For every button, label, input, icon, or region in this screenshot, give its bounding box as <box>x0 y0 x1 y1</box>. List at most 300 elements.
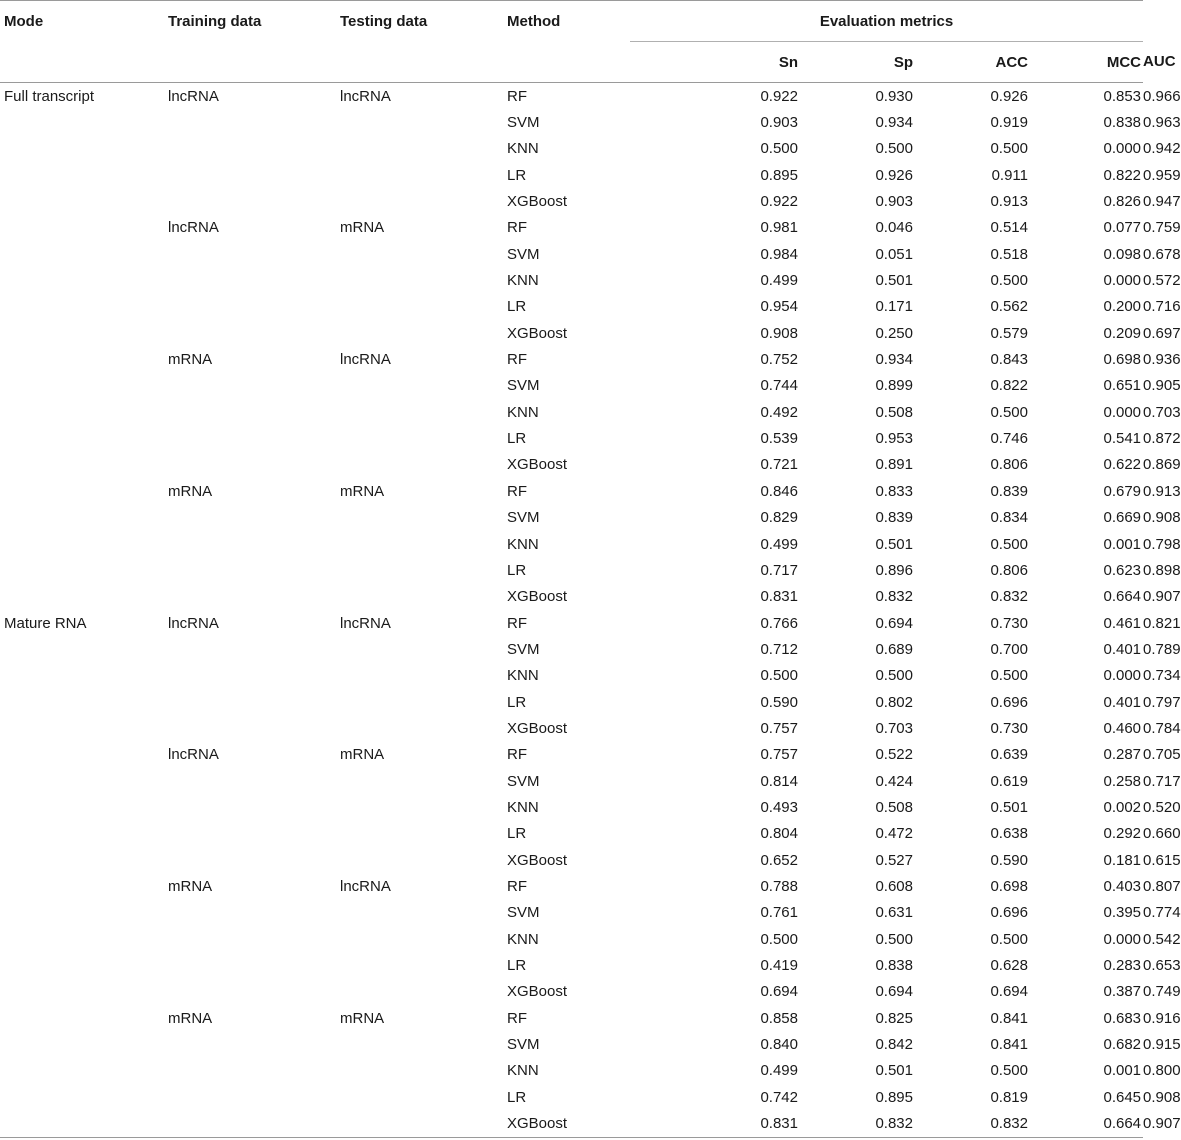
cell-acc: 0.696 <box>990 693 1028 711</box>
cell-sn: 0.539 <box>760 430 798 448</box>
header-training-data: Training data <box>168 1 340 42</box>
cell-mode <box>0 663 168 689</box>
cell-training-data: lncRNA <box>168 87 219 105</box>
cell-mcc: 0.838 <box>1103 114 1142 132</box>
table-row: SVM 0.840 0.842 0.841 0.682 0.915 <box>0 1031 1143 1057</box>
table-row: LR 0.590 0.802 0.696 0.401 0.797 <box>0 689 1143 715</box>
cell-sn: 0.984 <box>760 245 798 263</box>
cell-testing-data <box>340 294 507 320</box>
cell-method: XGBoost <box>507 588 568 606</box>
cell-acc: 0.590 <box>990 851 1028 869</box>
header-spacer <box>168 42 340 83</box>
cell-mode <box>0 399 168 425</box>
cell-sn: 0.766 <box>760 614 798 632</box>
cell-method: SVM <box>507 245 540 263</box>
table-row: KNN 0.500 0.500 0.500 0.000 0.942 <box>0 136 1143 162</box>
cell-mcc: 0.822 <box>1103 166 1142 184</box>
cell-sp: 0.501 <box>875 535 913 553</box>
table-row: mRNA lncRNA RF 0.752 0.934 0.843 0.698 0.936 <box>0 346 1143 372</box>
cell-training-data: lncRNA <box>168 219 219 237</box>
table-row: LR 0.539 0.953 0.746 0.541 0.872 <box>0 425 1143 451</box>
cell-acc: 0.501 <box>990 798 1028 816</box>
cell-acc: 0.834 <box>990 509 1028 527</box>
cell-sp: 0.926 <box>875 166 913 184</box>
cell-mode <box>0 531 168 557</box>
cell-acc: 0.500 <box>990 272 1028 290</box>
cell-testing-data: mRNA <box>340 219 385 237</box>
cell-mcc: 0.401 <box>1103 693 1142 711</box>
cell-training-data <box>168 425 340 451</box>
cell-method: SVM <box>507 114 540 132</box>
table-body <box>0 83 1181 1138</box>
cell-method: SVM <box>507 772 540 790</box>
cell-training-data <box>168 531 340 557</box>
cell-testing-data <box>340 267 507 293</box>
cell-acc: 0.639 <box>990 746 1028 764</box>
cell-training-data <box>168 636 340 662</box>
table-row: KNN 0.492 0.508 0.500 0.000 0.703 <box>0 399 1143 425</box>
cell-mcc: 0.001 <box>1103 535 1142 553</box>
cell-sp: 0.527 <box>875 851 913 869</box>
table-header: Mode Training data Testing data Method Evaluation metrics Sn Sp ACC MCC AUC <box>0 1 1143 83</box>
cell-sp: 0.171 <box>875 298 913 316</box>
cell-method: SVM <box>507 377 540 395</box>
cell-sn: 0.922 <box>760 193 798 211</box>
cell-method: XGBoost <box>507 324 568 342</box>
table-row: SVM 0.712 0.689 0.700 0.401 0.789 <box>0 636 1143 662</box>
cell-sn: 0.499 <box>760 535 798 553</box>
cell-mcc: 0.200 <box>1103 298 1142 316</box>
cell-training-data <box>168 794 340 820</box>
cell-testing-data <box>340 768 507 794</box>
cell-testing-data <box>340 188 507 214</box>
cell-sp: 0.895 <box>875 1088 913 1106</box>
cell-mode <box>0 505 168 531</box>
cell-sn: 0.814 <box>760 772 798 790</box>
cell-method: SVM <box>507 1036 540 1054</box>
cell-testing-data <box>340 557 507 583</box>
cell-method: KNN <box>507 1062 539 1080</box>
cell-sn: 0.499 <box>760 1062 798 1080</box>
cell-mcc: 0.000 <box>1103 403 1142 421</box>
cell-training-data <box>168 715 340 741</box>
cell-sn: 0.804 <box>760 825 798 843</box>
cell-acc: 0.926 <box>990 87 1028 105</box>
cell-acc: 0.696 <box>990 904 1028 922</box>
cell-mcc: 0.679 <box>1103 482 1142 500</box>
cell-acc: 0.500 <box>990 140 1028 158</box>
cell-method: KNN <box>507 140 539 158</box>
cell-training-data <box>168 452 340 478</box>
cell-mode <box>0 1084 168 1110</box>
cell-sp: 0.046 <box>875 219 913 237</box>
cell-acc: 0.819 <box>990 1088 1028 1106</box>
cell-sn: 0.922 <box>760 87 798 105</box>
cell-testing-data <box>340 136 507 162</box>
cell-testing-data: lncRNA <box>340 87 391 105</box>
cell-mcc: 0.622 <box>1103 456 1142 474</box>
cell-testing-data <box>340 715 507 741</box>
table-row: LR 0.895 0.926 0.911 0.822 0.959 <box>0 162 1143 188</box>
cell-training-data: lncRNA <box>168 614 219 632</box>
table-row: KNN 0.499 0.501 0.500 0.001 0.798 <box>0 531 1143 557</box>
cell-acc: 0.698 <box>990 877 1028 895</box>
table-row: SVM 0.761 0.631 0.696 0.395 0.774 <box>0 900 1143 926</box>
cell-acc: 0.518 <box>990 245 1028 263</box>
cell-mode <box>0 821 168 847</box>
cell-acc: 0.562 <box>990 298 1028 316</box>
cell-training-data <box>168 1031 340 1057</box>
cell-training-data <box>168 663 340 689</box>
table-row: SVM 0.829 0.839 0.834 0.669 0.908 <box>0 505 1143 531</box>
cell-sp: 0.833 <box>875 482 913 500</box>
cell-acc: 0.841 <box>990 1036 1028 1054</box>
header-spacer <box>507 42 630 83</box>
cell-mode <box>0 926 168 952</box>
cell-mcc: 0.292 <box>1103 825 1142 843</box>
table-row: LR 0.419 0.838 0.628 0.283 0.653 <box>0 952 1143 978</box>
table-row: KNN 0.493 0.508 0.501 0.002 0.520 <box>0 794 1143 820</box>
cell-mode <box>0 346 168 372</box>
cell-sp: 0.501 <box>875 272 913 290</box>
cell-sp: 0.500 <box>875 667 913 685</box>
cell-mcc: 0.664 <box>1103 588 1142 606</box>
cell-mcc: 0.000 <box>1103 272 1142 290</box>
cell-acc: 0.500 <box>990 1062 1028 1080</box>
cell-method: RF <box>507 87 527 105</box>
cell-method: SVM <box>507 640 540 658</box>
cell-method: RF <box>507 219 527 237</box>
cell-sn: 0.493 <box>760 798 798 816</box>
cell-sp: 0.689 <box>875 640 913 658</box>
table-row: lncRNA mRNA RF 0.757 0.522 0.639 0.287 0.705 <box>0 742 1143 768</box>
cell-method: KNN <box>507 535 539 553</box>
header-sp: Sp <box>800 42 915 83</box>
cell-sp: 0.501 <box>875 1062 913 1080</box>
cell-method: KNN <box>507 403 539 421</box>
cell-testing-data <box>340 1110 507 1137</box>
cell-mcc: 0.002 <box>1103 798 1142 816</box>
cell-sp: 0.930 <box>875 87 913 105</box>
cell-sp: 0.934 <box>875 351 913 369</box>
cell-mode <box>0 320 168 346</box>
cell-acc: 0.919 <box>990 114 1028 132</box>
cell-mode <box>0 215 168 241</box>
cell-sp: 0.631 <box>875 904 913 922</box>
cell-method: LR <box>507 430 527 448</box>
cell-acc: 0.500 <box>990 535 1028 553</box>
cell-sp: 0.891 <box>875 456 913 474</box>
cell-acc: 0.730 <box>990 719 1028 737</box>
cell-mode <box>0 1110 168 1137</box>
cell-sp: 0.051 <box>875 245 913 263</box>
cell-mode <box>0 557 168 583</box>
cell-testing-data <box>340 689 507 715</box>
cell-sn: 0.757 <box>760 719 798 737</box>
cell-mcc: 0.645 <box>1103 1088 1142 1106</box>
cell-sp: 0.896 <box>875 561 913 579</box>
cell-mode <box>0 584 168 610</box>
cell-acc: 0.730 <box>990 614 1028 632</box>
cell-testing-data <box>340 399 507 425</box>
cell-testing-data <box>340 1031 507 1057</box>
cell-mode <box>0 267 168 293</box>
cell-acc: 0.806 <box>990 456 1028 474</box>
cell-method: SVM <box>507 509 540 527</box>
cell-testing-data <box>340 1084 507 1110</box>
header-spacer <box>0 42 168 83</box>
cell-acc: 0.843 <box>990 351 1028 369</box>
cell-acc: 0.694 <box>990 983 1028 1001</box>
cell-testing-data <box>340 926 507 952</box>
cell-mcc: 0.669 <box>1103 509 1142 527</box>
cell-acc: 0.638 <box>990 825 1028 843</box>
cell-training-data <box>168 979 340 1005</box>
cell-sp: 0.934 <box>875 114 913 132</box>
cell-mcc: 0.000 <box>1103 667 1142 685</box>
cell-sn: 0.500 <box>760 140 798 158</box>
cell-testing-data: lncRNA <box>340 877 391 895</box>
cell-testing-data <box>340 794 507 820</box>
cell-method: XGBoost <box>507 719 568 737</box>
cell-training-data <box>168 241 340 267</box>
cell-mode <box>0 768 168 794</box>
cell-mcc: 0.395 <box>1103 904 1142 922</box>
cell-sn: 0.831 <box>630 1110 800 1137</box>
cell-testing-data: lncRNA <box>340 614 391 632</box>
cell-mode: Mature RNA <box>4 614 87 632</box>
cell-sn: 0.492 <box>760 403 798 421</box>
table-row: XGBoost 0.908 0.250 0.579 0.209 0.697 <box>0 320 1143 346</box>
cell-acc: 0.619 <box>990 772 1028 790</box>
cell-acc: 0.700 <box>990 640 1028 658</box>
cell-mode <box>0 1005 168 1031</box>
cell-method: RF <box>507 351 527 369</box>
cell-testing-data <box>340 320 507 346</box>
cell-mcc: 0.098 <box>1103 245 1142 263</box>
table-row: LR 0.954 0.171 0.562 0.200 0.716 <box>0 294 1143 320</box>
cell-mode <box>0 478 168 504</box>
cell-mcc: 0.461 <box>1103 614 1142 632</box>
table-row: KNN 0.500 0.500 0.500 0.000 0.542 <box>0 926 1143 952</box>
cell-mode <box>0 794 168 820</box>
cell-acc: 0.806 <box>990 561 1028 579</box>
table-row: mRNA lncRNA RF 0.788 0.608 0.698 0.403 0.807 <box>0 873 1143 899</box>
cell-mode <box>0 373 168 399</box>
table-row: Mature RNA lncRNA lncRNA RF 0.766 0.694 0.730 0.461 0.821 <box>0 610 1143 636</box>
cell-testing-data <box>340 452 507 478</box>
cell-sn: 0.908 <box>760 324 798 342</box>
cell-sp: 0.832 <box>875 588 913 606</box>
cell-mcc: 0.000 <box>1103 140 1142 158</box>
cell-mode <box>0 742 168 768</box>
cell-acc: 0.500 <box>990 403 1028 421</box>
cell-training-data <box>168 689 340 715</box>
cell-sn: 0.829 <box>760 509 798 527</box>
cell-mcc: 0.623 <box>1103 561 1142 579</box>
cell-sn: 0.419 <box>760 957 798 975</box>
cell-testing-data: lncRNA <box>340 351 391 369</box>
cell-mcc: 0.387 <box>1103 983 1142 1001</box>
cell-sn: 0.903 <box>760 114 798 132</box>
table-row: SVM 0.744 0.899 0.822 0.651 0.905 <box>0 373 1143 399</box>
cell-mode <box>0 241 168 267</box>
cell-training-data <box>168 505 340 531</box>
header-mcc: MCC <box>1030 42 1143 83</box>
cell-testing-data <box>340 162 507 188</box>
cell-method: LR <box>507 693 527 711</box>
cell-mcc: 0.001 <box>1103 1062 1142 1080</box>
cell-sn: 0.717 <box>760 561 798 579</box>
cell-testing-data <box>340 821 507 847</box>
cell-sn: 0.831 <box>760 588 798 606</box>
cell-mcc: 0.401 <box>1103 640 1142 658</box>
cell-mode <box>0 425 168 451</box>
cell-method: XGBoost <box>507 983 568 1001</box>
cell-training-data <box>168 900 340 926</box>
header-sn: Sn <box>630 42 800 83</box>
cell-testing-data <box>340 1058 507 1084</box>
cell-method: KNN <box>507 667 539 685</box>
cell-mcc: 0.664 <box>1030 1110 1143 1137</box>
cell-acc: 0.839 <box>990 482 1028 500</box>
cell-sn: 0.500 <box>760 667 798 685</box>
table-row: KNN 0.499 0.501 0.500 0.000 0.572 <box>0 267 1143 293</box>
cell-method: RF <box>507 1009 527 1027</box>
cell-sp: 0.250 <box>875 324 913 342</box>
cell-training-data <box>168 320 340 346</box>
table-row: LR 0.804 0.472 0.638 0.292 0.660 <box>0 821 1143 847</box>
cell-training-data <box>168 188 340 214</box>
cell-training-data <box>168 1084 340 1110</box>
cell-method: XGBoost <box>507 456 568 474</box>
cell-sn: 0.500 <box>760 930 798 948</box>
cell-mcc: 0.683 <box>1103 1009 1142 1027</box>
cell-method: KNN <box>507 930 539 948</box>
cell-testing-data <box>340 979 507 1005</box>
cell-method: XGBoost <box>507 1110 630 1137</box>
cell-mode: Full transcript <box>4 87 95 105</box>
cell-testing-data <box>340 425 507 451</box>
cell-sn: 0.742 <box>760 1088 798 1106</box>
table-row: XGBoost 0.831 0.832 0.832 0.664 0.907 <box>0 1110 1143 1137</box>
header-mode: Mode <box>0 1 168 42</box>
table-row: KNN 0.499 0.501 0.500 0.001 0.800 <box>0 1058 1143 1084</box>
cell-mcc: 0.181 <box>1103 851 1142 869</box>
cell-mcc: 0.258 <box>1103 772 1142 790</box>
cell-sp: 0.694 <box>875 614 913 632</box>
table-row: SVM 0.984 0.051 0.518 0.098 0.678 <box>0 241 1143 267</box>
cell-sn: 0.840 <box>760 1036 798 1054</box>
cell-sn: 0.499 <box>760 272 798 290</box>
cell-sp: 0.903 <box>875 193 913 211</box>
cell-training-data: mRNA <box>168 1009 213 1027</box>
cell-training-data <box>168 584 340 610</box>
cell-training-data <box>168 294 340 320</box>
cell-training-data: mRNA <box>168 351 213 369</box>
cell-method: LR <box>507 298 527 316</box>
cell-sp: 0.500 <box>875 930 913 948</box>
cell-mode <box>0 979 168 1005</box>
table-row: XGBoost 0.757 0.703 0.730 0.460 0.784 <box>0 715 1143 741</box>
cell-training-data <box>168 267 340 293</box>
cell-mode <box>0 1031 168 1057</box>
cell-sn: 0.652 <box>760 851 798 869</box>
cell-mcc: 0.000 <box>1103 930 1142 948</box>
cell-method: KNN <box>507 272 539 290</box>
cell-acc: 0.832 <box>990 588 1028 606</box>
cell-mcc: 0.853 <box>1103 87 1142 105</box>
cell-mcc: 0.403 <box>1103 877 1142 895</box>
cell-testing-data <box>340 505 507 531</box>
cell-testing-data <box>340 241 507 267</box>
cell-mode <box>0 873 168 899</box>
cell-acc: 0.500 <box>990 667 1028 685</box>
table-row: Full transcript lncRNA lncRNA RF 0.922 0.930 0.926 0.853 0.966 <box>0 83 1143 110</box>
cell-sp: 0.842 <box>875 1036 913 1054</box>
cell-sn: 0.895 <box>760 166 798 184</box>
cell-testing-data <box>340 900 507 926</box>
cell-mode <box>0 162 168 188</box>
header-acc: ACC <box>915 42 1030 83</box>
cell-training-data <box>168 109 340 135</box>
cell-method: XGBoost <box>507 851 568 869</box>
cell-sp: 0.500 <box>875 140 913 158</box>
cell-sn: 0.757 <box>760 746 798 764</box>
cell-sp: 0.508 <box>875 403 913 421</box>
cell-training-data: mRNA <box>168 482 213 500</box>
cell-testing-data <box>340 109 507 135</box>
table-row: KNN 0.500 0.500 0.500 0.000 0.734 <box>0 663 1143 689</box>
cell-training-data <box>168 847 340 873</box>
cell-sn: 0.981 <box>760 219 798 237</box>
cell-sp: 0.522 <box>875 746 913 764</box>
cell-sn: 0.744 <box>760 377 798 395</box>
cell-mcc: 0.826 <box>1103 193 1142 211</box>
header-evaluation-metrics: Evaluation metrics <box>630 1 1143 42</box>
table-row: XGBoost 0.831 0.832 0.832 0.664 0.907 <box>0 584 1143 610</box>
cell-method: LR <box>507 561 527 579</box>
cell-acc: 0.822 <box>990 377 1028 395</box>
cell-sp: 0.424 <box>875 772 913 790</box>
cell-method: LR <box>507 957 527 975</box>
table-row: mRNA mRNA RF 0.858 0.825 0.841 0.683 0.916 <box>0 1005 1143 1031</box>
cell-training-data <box>168 1110 340 1137</box>
cell-sn: 0.721 <box>760 456 798 474</box>
cell-acc: 0.913 <box>990 193 1028 211</box>
cell-sp: 0.472 <box>875 825 913 843</box>
cell-testing-data <box>340 373 507 399</box>
cell-mode <box>0 136 168 162</box>
cell-acc: 0.911 <box>991 166 1028 184</box>
table-row: XGBoost 0.922 0.903 0.913 0.826 0.947 <box>0 188 1143 214</box>
cell-mode <box>0 715 168 741</box>
cell-sp: 0.953 <box>875 430 913 448</box>
table-row: mRNA mRNA RF 0.846 0.833 0.839 0.679 0.913 <box>0 478 1143 504</box>
cell-testing-data <box>340 584 507 610</box>
cell-acc: 0.628 <box>990 957 1028 975</box>
cell-testing-data: mRNA <box>340 1009 385 1027</box>
cell-testing-data: mRNA <box>340 482 385 500</box>
cell-testing-data <box>340 531 507 557</box>
cell-training-data <box>168 136 340 162</box>
cell-method: LR <box>507 166 527 184</box>
cell-sp: 0.832 <box>800 1110 915 1137</box>
cell-sn: 0.712 <box>760 640 798 658</box>
cell-acc: 0.514 <box>990 219 1028 237</box>
cell-mcc: 0.682 <box>1103 1036 1142 1054</box>
cell-sp: 0.838 <box>875 957 913 975</box>
